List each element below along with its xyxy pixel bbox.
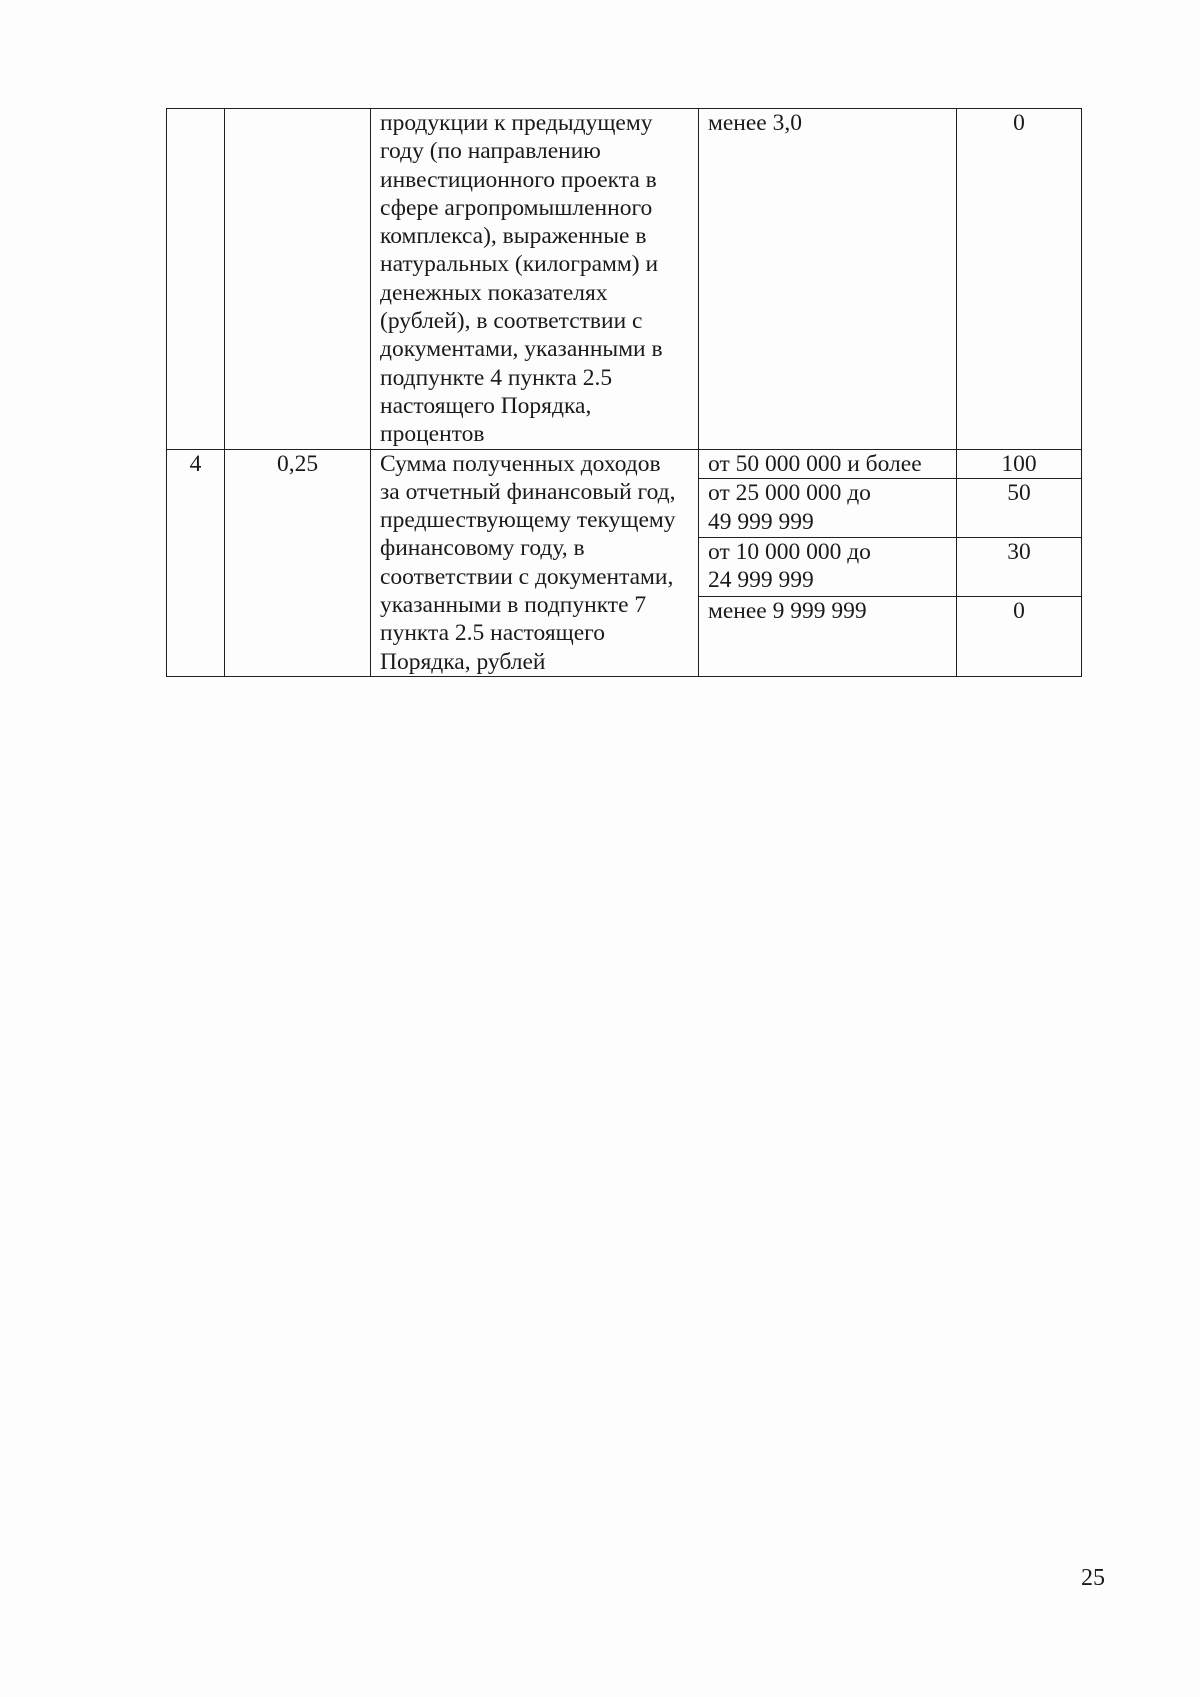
description-line: пункта 2.5 настоящего [380,620,605,647]
score-cell: 0 [957,596,1082,676]
score-cell: 50 [957,479,1082,538]
description-line: Порядка, рублей [380,648,546,675]
description-line: указанными в подпункте 7 [380,592,647,619]
row-number-cell: 4 [167,449,225,676]
description-line: инвестиционного проекта в [380,166,657,193]
description-line: году (по направлению [380,138,601,165]
description-line: комплекса), выраженные в [380,223,647,250]
description-line: подпункте 4 пункта 2.5 [380,364,613,391]
range-line: от 10 000 000 до [708,538,871,565]
table-row-4 [167,449,1082,479]
score-cell: 30 [957,537,1082,596]
weight-cell [225,109,371,450]
range-line: 49 999 999 [708,508,814,535]
description-line: предшествующему текущему [380,507,676,534]
description-line: процентов [380,421,485,448]
page-number: 25 [1081,1565,1105,1591]
weight-cell: 0,25 [225,449,371,676]
criterion-description-cell [371,449,699,676]
description-line: продукции к предыдущему [380,110,653,136]
value-range-cell [699,479,957,538]
range-line: от 50 000 000 и более [708,450,922,477]
description-line: за отчетный финансовый год, [380,478,676,505]
table-row-continued [167,109,1082,450]
range-line: менее 9 999 999 [708,597,867,624]
description-line: Сумма полученных доходов [380,450,661,477]
description-line: денежных показателях [380,279,608,306]
range-line: от 25 000 000 до [708,480,871,507]
range-line: 24 999 999 [708,567,814,594]
value-range-cell [699,449,957,479]
criteria-table [166,108,1082,677]
description-line: (рублей), в соответствии с [380,308,643,335]
row-number-cell [167,109,225,450]
value-range-cell: менее 3,0 [699,109,957,450]
description-line: документами, указанными в [380,336,663,363]
description-line: соответствии с документами, [380,563,674,590]
description-line: натуральных (килограмм) и [380,251,659,278]
criterion-description-cell [371,109,699,450]
description-line: настоящего Порядка, [380,392,592,419]
score-cell: 100 [957,449,1082,479]
description-line: сфере агропромышленного [380,194,653,221]
value-range-cell [699,537,957,596]
value-range-cell [699,596,957,676]
score-cell: 0 [957,109,1082,450]
description-line: финансовому году, в [380,535,585,562]
